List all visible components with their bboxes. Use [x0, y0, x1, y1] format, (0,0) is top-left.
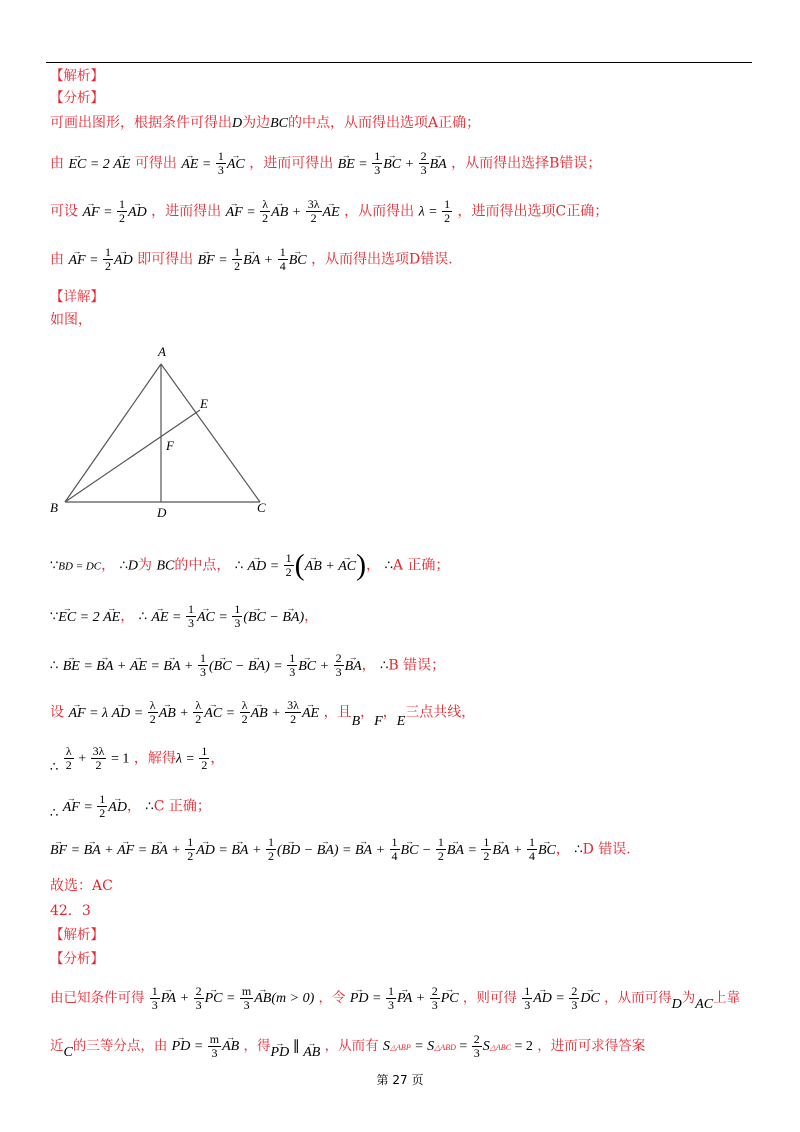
- side-ab: [65, 364, 161, 502]
- p42-fenxi-heading: 【分析】: [50, 951, 104, 967]
- triangle-figure: [40, 340, 280, 520]
- solution-line-7: → BF = → BA + → AF = → BA + $\frac{1}{2}$ → AD = → BA + $\frac{1}{2}$ (→ BD − → BA) = → BA + $\frac{1}{4}$ → BC − $\frac{1}{2}$ → BA = $\frac{1}{2}$ → BA + $\frac{1}{4}$ → BC， ∴D 错误.: [50, 836, 631, 863]
- analysis-line-4: 由 → AF = $\frac{1}{2}$ → AD 即可得出 → BF = $\frac{1}{2}$ → BA + $\frac{1}{4}$ → BC ，从而得出选项D错误.: [50, 246, 453, 273]
- analysis-line-2: 由 → EC = 2 → AE 可得出 → AE = $\frac{1}{3}$ → AC ，进而可得出 → BE = $\frac{1}{3}$ → BC + $\frac{2}{3}$ → BA ，从而得出选择B错误；: [50, 150, 601, 177]
- solution-line-5: ∴ $\frac{\lambda}{2}$ + $\frac{3\lambda}{2}$ = 1 ，解得λ = $\frac{1}{2}$ ，: [50, 744, 225, 775]
- rutu-text: 如图，: [50, 312, 92, 328]
- answer-line: 故选：AC: [50, 878, 113, 894]
- analysis-line-1: 可画出图形，根据条件可得出D为边BC的中点，从而得出选项A正确；: [50, 115, 481, 131]
- analysis-line-3: 可设 → AF = $\frac{1}{2}$ → AD ，进而得出 → AF = $\frac{\lambda}{2}$ → AB + $\frac{3\lambda}{2}$ → AE ，从而得出 λ = $\frac{1}{2}$ ，进而得出选项C正确；: [50, 198, 608, 225]
- p42-jiexi-heading: 【解析】: [50, 927, 104, 943]
- problem-42-number: 42．3: [50, 903, 91, 919]
- p42-analysis-line-1: 由已知条件可得 $\frac{1}{3}$ → PA + $\frac{2}{3}$ → PC = $\frac{m}{3}$ → AB(m > 0) ，令 → PD = $\frac{1}{3}$ → PA + $\frac{2}{3}$ → PC ，则可得 $\frac{1}{3}$ → AD = $\frac{2}{3}$ → DC ，从而可得D为AC上靠: [50, 985, 740, 1012]
- label-b: B: [50, 500, 58, 515]
- p42-analysis-line-2: 近C的三等分点，由 → PD = $\frac{m}{3}$ → AB ，得→ PD ∥ → AB ，从而有 S△ABP = S△ABD = $\frac{2}{3}$ S△ABC = 2 ，进而可求得答案: [50, 1033, 645, 1060]
- solution-line-2: ∵→ EC = 2 → AE， ∴ → AE = $\frac{1}{3}$ → AC = $\frac{1}{3}$ (→ BC − → BA)，: [50, 603, 318, 630]
- jiexi-heading: 【解析】: [50, 68, 104, 84]
- solution-line-4: 设 → AF = λ → AD = $\frac{\lambda}{2}$ → AB + $\frac{\lambda}{2}$ → AC = $\frac{\lambda}{2}$ → AB + $\frac{3\lambda}{2}$ → AE ，且B，F，E三点共线，: [50, 699, 475, 726]
- page-number: 第 27 页: [376, 1073, 424, 1087]
- solution-line-1: ∵BD = DC， ∴D为 BC的中点， ∴ → AD = $\frac{1}{2}$ (→ AB + → AC)， ∴A 正确；: [50, 552, 449, 579]
- label-e: E: [200, 396, 208, 411]
- fenxi-heading: 【分析】: [50, 90, 104, 106]
- label-d: D: [157, 505, 167, 520]
- solution-line-3: ∴ → BE = → BA + → AE = → BA + $\frac{1}{3}$ (→ BC − → BA) = $\frac{1}{3}$ → BC + $\frac{2}{3}$ → BA， ∴B 错误；: [50, 652, 445, 679]
- label-a: A: [158, 344, 166, 359]
- xiangjie-heading: 【详解】: [50, 289, 104, 305]
- segment-be: [65, 410, 200, 502]
- label-f: F: [166, 438, 174, 453]
- side-ac: [161, 364, 260, 502]
- label-c: C: [257, 500, 266, 515]
- header-rule: [46, 62, 752, 63]
- solution-line-6: ∴ → AF = $\frac{1}{2}$ → AD， ∴C 正确；: [50, 793, 211, 820]
